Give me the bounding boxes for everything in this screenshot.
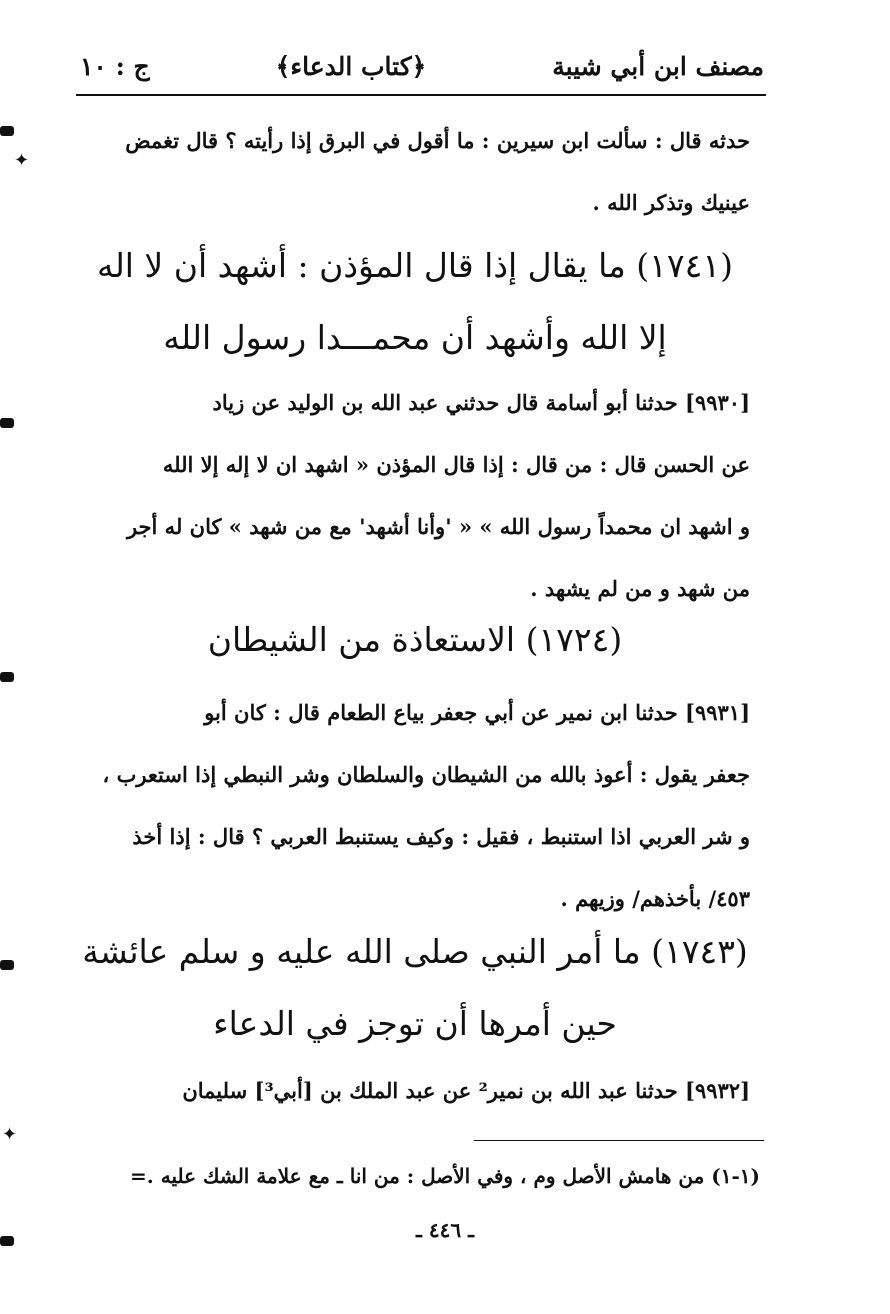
footnote: (١-١) من هامش الأصل وم ، وفي الأصل : من انا ـ مع علامة الشك عليه .= (130, 1164, 760, 1188)
text-line: حدثه قال : سألت ابن سيرين : ما أقول في البرق إذا رأيته ؟ قال تغمض (125, 128, 750, 153)
text-line: ٤٥٣/ بأخذهم/ وزيهم . (560, 886, 750, 911)
hadith-9930 (80, 372, 750, 620)
scan-margin-mark (0, 960, 14, 970)
title-line: (١٧٤١) ما يقال إذا قال المؤذن : أشهد أن لا اله (97, 246, 733, 285)
text-line: و شر العربي اذا استنبط ، فقيل : وكيف يستنبط العربي ؟ قال : إذا أخذ (132, 824, 750, 849)
text-line: و اشهد ان محمداً رسول الله » « 'وأنا أشهد' مع من شهد » كان له أجر (126, 514, 750, 539)
scan-margin-mark (0, 1236, 14, 1246)
section-title-1743 (80, 916, 750, 1060)
section-title-1741 (80, 230, 750, 374)
scan-crosshair-mark: ✦ (14, 150, 30, 171)
scan-margin-mark (0, 672, 14, 682)
text-line: [٩٩٣٢] حدثنا عبد الله بن نمير² عن عبد الملك بن [أبي³] سليمان (182, 1078, 750, 1103)
scan-crosshair-mark: ✦ (2, 1124, 18, 1145)
title-line: (١٧٢٤) الاستعاذة من الشيطان (207, 620, 623, 659)
hadith-9932 (80, 1060, 750, 1122)
text-line: من شهد و من لم يشهد . (530, 576, 750, 601)
page-number: ـ ٤٤٦ ـ (416, 1218, 474, 1242)
text-line: عن الحسن قال : من قال : إذا قال المؤذن « اشهد ان لا إله إلا الله (162, 452, 750, 477)
header-volume: ج : ١٠ (80, 51, 150, 81)
section-title-1724 (80, 604, 750, 676)
hadith-9931 (80, 682, 750, 930)
title-line: (١٧٤٣) ما أمر النبي صلى الله عليه و سلم عائشة (82, 932, 748, 971)
title-line: إلا الله وأشهد أن محمـــدا رسول الله (163, 318, 667, 357)
scan-margin-mark (0, 418, 14, 428)
text-line: [٩٩٣١] حدثنا ابن نمير عن أبي جعفر بياع الطعام قال : كان أبو (204, 700, 750, 725)
header-book-title: مصنف ابن أبي شيبة (552, 51, 764, 81)
title-line: حين أمرها أن توجز في الدعاء (213, 1004, 617, 1043)
text-line: جعفر يقول : أعوذ بالله من الشيطان والسلطان وشر النبطي إذا استعرب ، (102, 762, 750, 787)
header-divider (76, 94, 766, 96)
text-line: عينيك وتذكر الله . (592, 190, 750, 215)
page-header (80, 40, 764, 92)
text-line: [٩٩٣٠] حدثنا أبو أسامة قال حدثني عبد الله بن الوليد عن زياد (212, 390, 750, 415)
footnote-divider (474, 1140, 764, 1141)
header-chapter-title: ﴿كتاب الدعاء﴾ (275, 51, 427, 81)
scan-margin-mark (0, 126, 14, 136)
intro-paragraph (80, 110, 750, 234)
